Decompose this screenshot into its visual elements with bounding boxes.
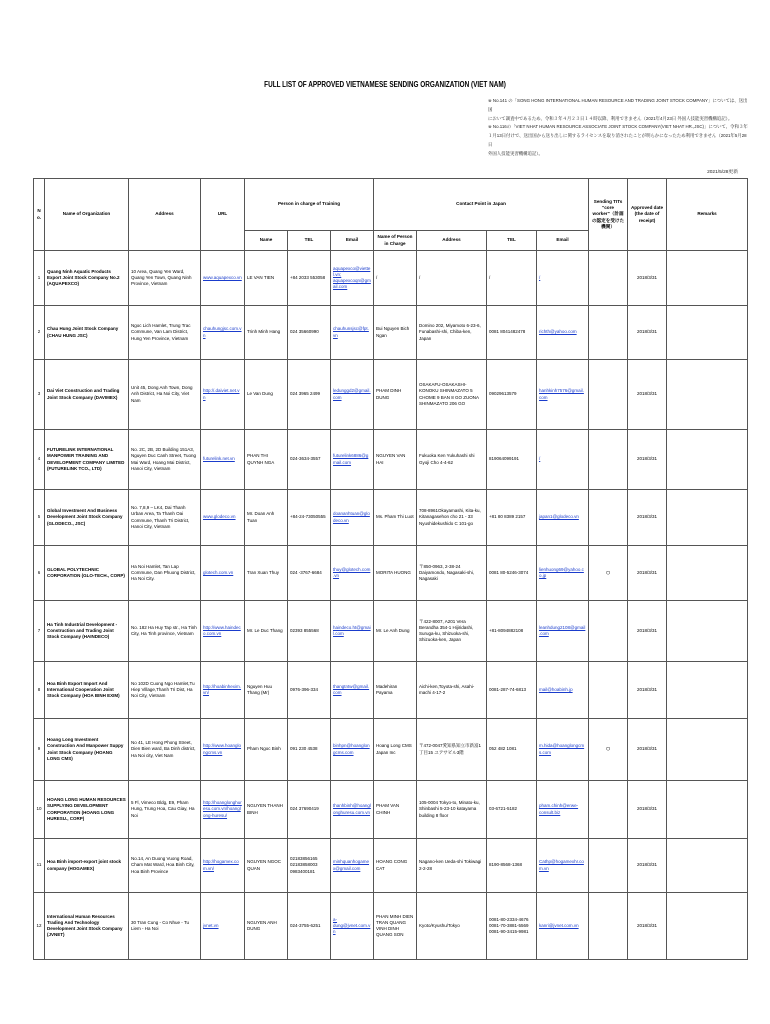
remarks-cell xyxy=(667,839,748,893)
organization-url[interactable]: http://hogamex.com.vn/ xyxy=(201,839,245,893)
training-contact-email[interactable]: minhquanhogamex@gmail.com xyxy=(331,839,374,893)
page-title: FULL LIST OF APPROVED VIETNAMESE SENDING ORGANIZATION (VIET NAM) xyxy=(264,80,506,89)
japan-contact-tel: / xyxy=(487,251,537,306)
japan-contact-tel: 09029613579 xyxy=(487,360,537,430)
training-contact-email[interactable]: thanhbinh@hoanglonghuresu.com.vn xyxy=(331,781,374,839)
sending-mark xyxy=(589,306,628,360)
japan-contact-email[interactable]: leanhdung2108@gmail.com xyxy=(537,601,589,662)
organization-address: Ngoc Lich Hamlet, Trung Trac Commune, Van Lam District, Hung Yen Province, Vietnam xyxy=(129,306,201,360)
training-contact-tel: 024 37690419 xyxy=(288,781,331,839)
header-no: No. xyxy=(34,179,45,251)
header-japan-name: Name of Person in Charge xyxy=(374,231,417,251)
remarks-cell xyxy=(667,719,748,781)
row-number: 2 xyxy=(34,306,45,360)
sending-mark xyxy=(589,839,628,893)
remarks-cell xyxy=(667,360,748,430)
note-line: ※ No.116の「VIET NHAT HUMAN RESOURCE ASSOCIATE JOINT STOCK COMPANY(VIET NHAT HR.,JSC)」について、令和３年 xyxy=(488,124,748,130)
organization-name: Ha Tinh Industrial Development - Construction and Trading Joint Stock Company (HAINDECO) xyxy=(45,601,129,662)
japan-contact-tel: 0081 8041482478 xyxy=(487,306,537,360)
training-contact-email[interactable]: chauhunsjsc@fpt.vn xyxy=(331,306,374,360)
table-row xyxy=(34,251,748,306)
japan-contact-address: 〒472-0047愛知県知立市新富1丁目15 ユアサビル3階 xyxy=(417,719,487,781)
japan-contact-email[interactable]: kanri@jvnet.com.vn xyxy=(537,893,589,960)
training-contact-name: NGUYEN NGOC QUAN xyxy=(245,839,288,893)
japan-contact-name: NGUYEN VAN HAI xyxy=(374,430,417,490)
training-contact-email[interactable]: thuy@glotech.com.vn xyxy=(331,546,374,601)
organization-address: Ha Noi Hamlet, Tan Lap Commune, Dan Phuong District, Ha Noi City. xyxy=(129,546,201,601)
organization-name: International Human Resources Trading And Technology Development Joint Stock Company (JVNET) xyxy=(45,893,129,960)
japan-contact-name: Bui Nguyen Bich Ngan xyxy=(374,306,417,360)
training-contact-name: Tran Xuan Thuy xyxy=(245,546,288,601)
header-japan-email: Email xyxy=(537,231,589,251)
row-number: 4 xyxy=(34,430,45,490)
row-number: 8 xyxy=(34,662,45,719)
remarks-cell xyxy=(667,546,748,601)
training-contact-email[interactable]: a-dung@jvnet.com.vn xyxy=(331,893,374,960)
japan-contact-tel: +81 80 8389 2157 xyxy=(487,490,537,546)
row-number: 10 xyxy=(34,781,45,839)
japan-contact-address: Kyoto/Kyushu/Tokyo xyxy=(417,893,487,960)
training-contact-name: Trinh Minh Hang xyxy=(245,306,288,360)
header-japan-contact: Contact Point in Japan xyxy=(374,179,589,231)
training-contact-email[interactable]: haindeco.ht@gmail.com xyxy=(331,601,374,662)
table-row xyxy=(34,601,748,662)
row-number: 9 xyxy=(34,719,45,781)
note-line: ※ No.141 の「SONG HONG INTERNATIONAL HUMAN RESOURCE AND TRADING JOINT STOCK COMPANY」については、送出国 xyxy=(488,98,748,112)
japan-contact-name: Ms. Pham Thi Luot xyxy=(374,490,417,546)
approved-date: 2018/3/31 xyxy=(628,781,667,839)
japan-contact-address: 105-0004 Tokyo-to, Minato-ku, Shinbashi 5-23-10 katayama building 8 floor xyxy=(417,781,487,839)
header-japan-address: Address xyxy=(417,231,487,251)
training-contact-name: Le Van Dung xyxy=(245,360,288,430)
training-contact-name: NGUYEN ANH DUNG xyxy=(245,893,288,960)
training-contact-name: NGUYEN THANH BINH xyxy=(245,781,288,839)
table-row xyxy=(34,719,748,781)
japan-contact-address: Domino 202, Miyamoto 6-23-6, Funabashi-shi, Chiba-ken, Japan xyxy=(417,306,487,360)
organization-name: Hoang Long Investment Construction And Manpower Suppy Joint Stock Company (HOANG LONG CMS) xyxy=(45,719,129,781)
japan-contact-name: Mr. Le Anh Dung xyxy=(374,601,417,662)
header-sending: Sending TITs "core worker"（計画の認定を受けた機関） xyxy=(589,179,628,251)
header-training-name: Name xyxy=(245,231,288,251)
sending-mark xyxy=(589,781,628,839)
japan-contact-tel: 03-6721-5182 xyxy=(487,781,537,839)
organization-name: Dai Viet Construction and Trading Joint Stock Company (DAVIMEX) xyxy=(45,360,129,430)
organization-name: GLOBAL POLYTECHNIC CORPORATION (GLO-TECH., CORP) xyxy=(45,546,129,601)
organization-address: No 41, LE Hong Phong Street, Dien Bien ward, Ba Dinh district, Ha Noi city, Viet Nam xyxy=(129,719,201,781)
japan-contact-email[interactable]: lienhuong69@yahoo.co.jp xyxy=(537,546,589,601)
organization-address: 5 Fl, Vimeco Bldg, E9, Pham Hung, Trung Hoa, Cau Giay, Ha Noi xyxy=(129,781,201,839)
header-url: URL xyxy=(201,179,245,251)
japan-contact-email[interactable]: Cathp@hogamexhr.com.vn xyxy=(537,839,589,893)
training-contact-name: Nguyen Huu Thang (Mr) xyxy=(245,662,288,719)
training-contact-email[interactable]: doananhtuan@glodeco.vn xyxy=(331,490,374,546)
approved-date: 2018/3/31 xyxy=(628,719,667,781)
training-contact-email[interactable]: thangtntw@gmail.com xyxy=(331,662,374,719)
training-contact-name: Pham Ngoc Binh xyxy=(245,719,288,781)
japan-contact-tel: 0081-80-2334-4676 0081-70-3881-5569 0081-90-3415-9981 xyxy=(487,893,537,960)
remarks-cell xyxy=(667,306,748,360)
table-row xyxy=(34,360,748,430)
japan-contact-address: 〒850-0963, 2-38-24 Daiyamondo, Nagasaki-shi, Nagasaki xyxy=(417,546,487,601)
table-row xyxy=(34,662,748,719)
header-address: Address xyxy=(129,179,201,251)
training-contact-tel: 0976-396-334 xyxy=(288,662,331,719)
approved-date: 2018/3/31 xyxy=(628,490,667,546)
organization-address: 30 Tran Cung - Co Nhue - Tu Liem - Ha Noi xyxy=(129,893,201,960)
japan-contact-name: MORITA HUONG xyxy=(374,546,417,601)
organization-address: Unit 45, Dong Anh Town, Dong Anh District, Ha Noi City, Viet Nam xyxy=(129,360,201,430)
japan-contact-email[interactable]: / xyxy=(537,251,589,306)
japan-contact-tel: +81-8094882108 xyxy=(487,601,537,662)
row-number: 3 xyxy=(34,360,45,430)
training-contact-name: Mr. Le Duc Thang xyxy=(245,601,288,662)
approved-date: 2018/3/31 xyxy=(628,360,667,430)
training-contact-name: Mr. Doan Anh Tuan xyxy=(245,490,288,546)
japan-contact-tel: 0081 80-5246-3074 xyxy=(487,546,537,601)
organization-name: Hoa Binh import-export joint stock company (HOGAMEX) xyxy=(45,839,129,893)
header-remarks: Remarks xyxy=(667,179,748,251)
sending-mark xyxy=(589,490,628,546)
row-number: 7 xyxy=(34,601,45,662)
organization-address: 10 Area, Quang Yen Ward, Quang Yen Town, Quang Ninh Province, Vietnam xyxy=(129,251,201,306)
japan-contact-name: PHAN MINH DIEN TRAN QUANG VINH DINH QUANG SON xyxy=(374,893,417,960)
remarks-cell xyxy=(667,430,748,490)
table-row xyxy=(34,430,748,490)
organization-url[interactable]: http://www.haindeco.com.vn xyxy=(201,601,245,662)
approved-date: 2018/3/31 xyxy=(628,839,667,893)
japan-contact-address: Aichi-ken,Toyota-shi, Asahi-machi 4-17-2 xyxy=(417,662,487,719)
japan-contact-name: HOANG CONG CAT xyxy=(374,839,417,893)
japan-contact-name: PHAM VAN CHINH xyxy=(374,781,417,839)
organization-url[interactable]: www.aquapexco.vn xyxy=(201,251,245,306)
training-contact-tel: 02183856165 02183858003 0983400181 xyxy=(288,839,331,893)
sending-mark xyxy=(589,662,628,719)
organization-address: No. 2C, 2B, 2D Building 151A3, Nguyen Duc Canh Street, Tuong Mai Ward, Hoang Mai District, Hanoi City, Vietnam xyxy=(129,430,201,490)
japan-contact-email[interactable]: richth@yahoo.com xyxy=(537,306,589,360)
japan-contact-address: OSAKAFU-OSAKASHI-KONOKU SHINMAZATO 5 CHOME 9 BAN 8 GO ZUONA SHINMAZATO 206 GO xyxy=(417,360,487,430)
header-japan-tel: TEL xyxy=(487,231,537,251)
organization-address: No. 182 Ha Huy Tap str., Ha Tinh City, Ha Tinh province, Vietnam xyxy=(129,601,201,662)
organization-table xyxy=(33,178,748,960)
japan-contact-address: / xyxy=(417,251,487,306)
organization-address: No.14, An Duong Vuong Road, Cham Mat Ward, Hoa Binh City, Hoa Binh Province xyxy=(129,839,201,893)
remarks-cell xyxy=(667,781,748,839)
approved-date: 2018/3/31 xyxy=(628,251,667,306)
sending-mark: ○ xyxy=(589,546,628,601)
japan-contact-name: Madehiran Payama xyxy=(374,662,417,719)
table-row xyxy=(34,546,748,601)
note-line: において調査中であるため、令和３年４月２３日１４時以降、利用できません（2021年4月23日 外国人技能実習機構追記）。 xyxy=(488,115,733,121)
organization-name: FUTURELINK INTERNATIONAL MANPOWER TRAINING AND DEVELOPMENT COMPANY LIMITED (FUTURELINK TCO., LTD) xyxy=(45,430,129,490)
table-row xyxy=(34,781,748,839)
sending-mark xyxy=(589,430,628,490)
row-number: 11 xyxy=(34,839,45,893)
japan-contact-email[interactable]: m.hida@hoanglongcms.com xyxy=(537,719,589,781)
organization-name: Hoa Binh Export Import And International Cooperation Joint Stock Company (HOA BINH EXIM) xyxy=(45,662,129,719)
japan-contact-email[interactable]: pham.chinh@erwe-consult.biz xyxy=(537,781,589,839)
organization-url[interactable]: futurelink.net.vn xyxy=(201,430,245,490)
approved-date: 2018/3/31 xyxy=(628,306,667,360)
japan-contact-address: 708-8961Okayamashi, Kita-ku, Kitanagasehon cho 21 - 33 Nyushidekushido C 101-go xyxy=(417,490,487,546)
table-row xyxy=(34,839,748,893)
header-approved: Approved date (the date of receipt) xyxy=(628,179,667,251)
organization-name: Global Investment And Business Development Joint Stock Company (GLODECO., JSC) xyxy=(45,490,129,546)
japan-contact-tel: 819064099191 xyxy=(487,430,537,490)
table-row xyxy=(34,490,748,546)
remarks-cell xyxy=(667,490,748,546)
header-training-tel: TEL xyxy=(288,231,331,251)
row-number: 1 xyxy=(34,251,45,306)
sending-mark xyxy=(589,251,628,306)
japan-contact-tel: 052 482 1081 xyxy=(487,719,537,781)
organization-url[interactable]: chauhungjsc.com.vn xyxy=(201,306,245,360)
header-training-email: Email xyxy=(331,231,374,251)
japan-contact-name: PHAM DINH DUNG xyxy=(374,360,417,430)
header-org: Name of Organization xyxy=(45,179,129,251)
organization-name: Quang Ninh Aquatic Products Export Joint Stock Company No.2 (AQUAPEXCO) xyxy=(45,251,129,306)
organization-url[interactable]: http://.daiviet.net.vn xyxy=(201,360,245,430)
sending-mark: ○ xyxy=(589,719,628,781)
japan-contact-name: Hoang Long CMS Japan Inc xyxy=(374,719,417,781)
training-contact-tel: 024 3965 2499 xyxy=(288,360,331,430)
japan-contact-email[interactable]: japan1@glodeco.vn xyxy=(537,490,589,546)
updated-date: 2021/5/28更新 xyxy=(707,170,738,175)
training-contact-name: PHAN THI QUYNH NGA xyxy=(245,430,288,490)
training-contact-email[interactable]: binhpn@hoanglongcms.com xyxy=(331,719,374,781)
header-training: Person in charge of Training xyxy=(245,179,374,231)
japan-contact-tel: 0081-287-74-6813 xyxy=(487,662,537,719)
organization-name: HOANG LONG HUMAN RESOURCES SUPPLYING DEVELOPMENT CORPORATION (HOANG LONG HURESU., CORP) xyxy=(45,781,129,839)
organization-url[interactable]: jvnet.vn xyxy=(201,893,245,960)
japan-contact-address: Fukuoka Ken Yukuhashi shi Gyoji Cho 4-4-62 xyxy=(417,430,487,490)
training-contact-tel: 024 -3767-6684 xyxy=(288,546,331,601)
approved-date: 2018/3/31 xyxy=(628,430,667,490)
remarks-cell xyxy=(667,251,748,306)
training-contact-tel: +84-24-73050555 xyxy=(288,490,331,546)
sending-mark xyxy=(589,360,628,430)
organization-address: No 102D Cuong Ngo Hamlet,Tu Hiep Village,Thanh Tri Dist, Ha Noi City, Vietnam xyxy=(129,662,201,719)
japan-contact-address: Nagano-ken Ueda-shi Tokiwagi 2-2-28 xyxy=(417,839,487,893)
japan-contact-email[interactable]: hanhkinh7576@gmail.com xyxy=(537,360,589,430)
japan-contact-address: 〒422-8007, A201 Vera Berandha 354-1 Hijiridashi, Suruga-ku, Shizuoka-shi, Shizuoka-ken, Japan xyxy=(417,601,487,662)
training-contact-tel: 02393 855568 xyxy=(288,601,331,662)
approved-date: 2018/3/31 xyxy=(628,601,667,662)
training-contact-email[interactable]: ledunggd2@gmail.com xyxy=(331,360,374,430)
approved-date: 2018/3/31 xyxy=(628,662,667,719)
training-contact-tel: 091 230 4538 xyxy=(288,719,331,781)
training-contact-tel: 024-3755-6251 xyxy=(288,893,331,960)
remarks-cell xyxy=(667,893,748,960)
sending-mark xyxy=(589,893,628,960)
notes-block xyxy=(488,97,748,159)
training-contact-name: LE VAN TIEN xyxy=(245,251,288,306)
remarks-cell xyxy=(667,601,748,662)
table-row xyxy=(34,306,748,360)
organization-url[interactable]: glotech.com.vn xyxy=(201,546,245,601)
approved-date: 2018/3/31 xyxy=(628,546,667,601)
row-number: 6 xyxy=(34,546,45,601)
note-line: １月13日付けで、送出国から送り出しに関するライセンスを取り消されたことが明らかになったため利用できません（2021年5月28日 xyxy=(488,133,747,147)
remarks-cell xyxy=(667,662,748,719)
japan-contact-name: / xyxy=(374,251,417,306)
table-row xyxy=(34,893,748,960)
organization-url[interactable]: www.glodeco.vn xyxy=(201,490,245,546)
training-contact-tel: +84 2033 553058 xyxy=(288,251,331,306)
training-contact-tel: 024 35660990 xyxy=(288,306,331,360)
training-contact-email[interactable]: futurelink6886@gmail.com xyxy=(331,430,374,490)
organization-url[interactable]: http://hoabinhexim.vn/ xyxy=(201,662,245,719)
japan-contact-email[interactable]: mail@hoabinh.jp xyxy=(537,662,589,719)
sending-mark xyxy=(589,601,628,662)
note-line: 外国人技能実習機構追記）。 xyxy=(488,150,543,156)
organization-url[interactable]: http://hoanglonghuresu.com.vn/hoanglong-huresu/ xyxy=(201,781,245,839)
training-contact-tel: 024-3634-3557 xyxy=(288,430,331,490)
row-number: 12 xyxy=(34,893,45,960)
japan-contact-tel: 8190-8568-1368 xyxy=(487,839,537,893)
organization-name: Chau Hung Joint Stock Company (CHAU HUNG JSC) xyxy=(45,306,129,360)
japan-contact-email[interactable]: / xyxy=(537,430,589,490)
approved-date: 2018/3/31 xyxy=(628,893,667,960)
organization-address: No. 7,8,9 – LK4, Dai Thanh Urban Area, Ta Thanh Oai Commune, Thanh Tri District, Hanoi City, Vietnam xyxy=(129,490,201,546)
organization-url[interactable]: http://www.hoanglongcms.vn xyxy=(201,719,245,781)
training-contact-email[interactable]: aquapexco@viettel.vn; aquapexcoqn@gmail.com xyxy=(331,251,374,306)
row-number: 5 xyxy=(34,490,45,546)
